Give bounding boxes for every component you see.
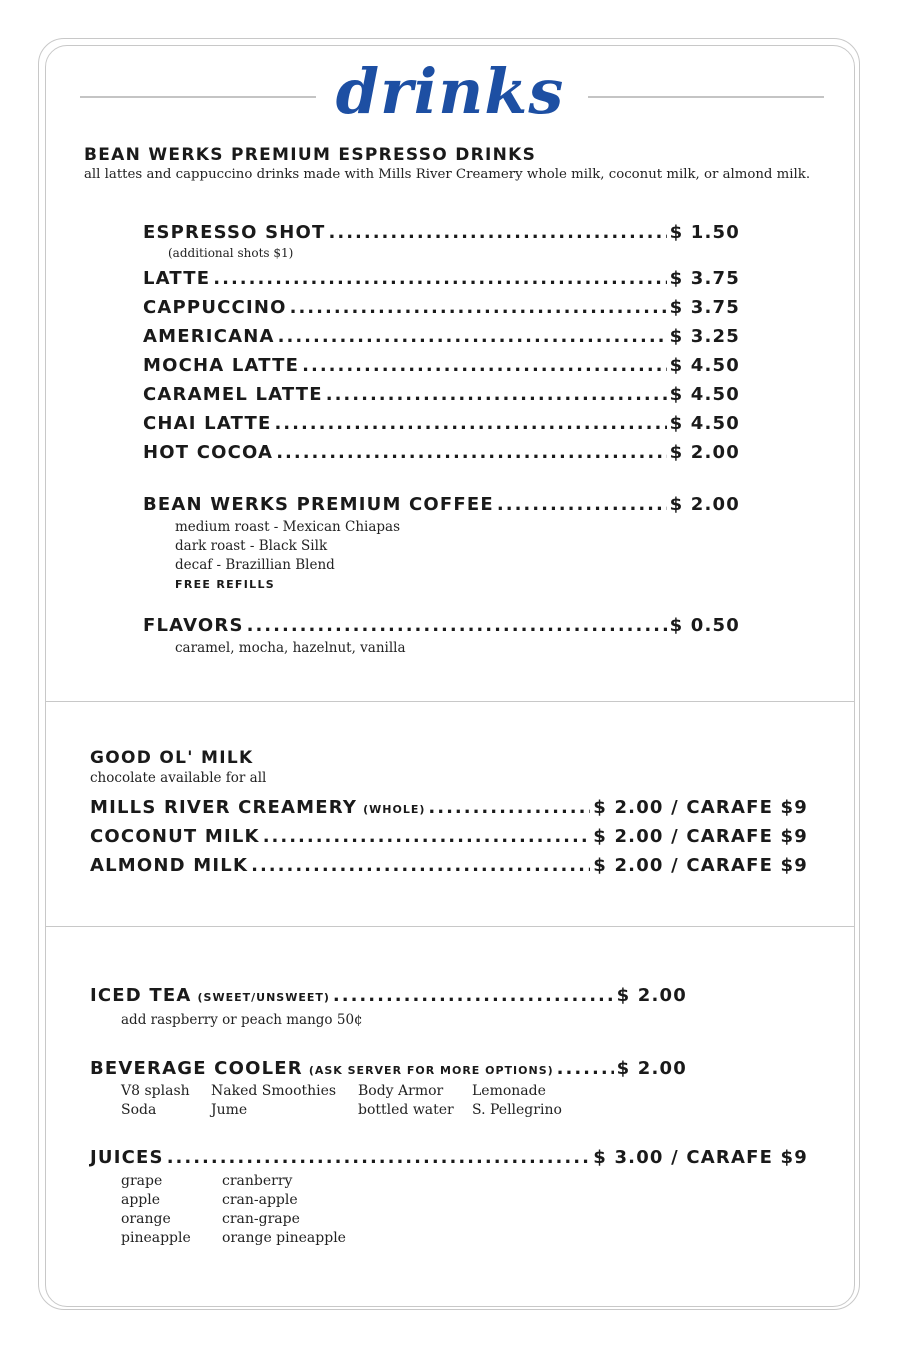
- cooler-option: bottled water: [358, 1102, 454, 1118]
- dot-leader: [290, 297, 667, 318]
- juice-option: pineapple: [121, 1230, 191, 1246]
- title-rule-left: [80, 96, 316, 98]
- item-name: CHAI LATTE: [143, 413, 272, 434]
- juice-option: cran-grape: [222, 1211, 300, 1227]
- item-price: $ 2.00: [616, 1058, 687, 1079]
- menu-item: [143, 355, 740, 381]
- juice-option: cranberry: [222, 1173, 293, 1189]
- menu-item-coffee: [143, 494, 740, 520]
- dot-leader: [302, 355, 666, 376]
- dot-leader: [263, 826, 591, 847]
- dot-leader: [167, 1147, 591, 1168]
- item-name: ALMOND MILK: [90, 855, 249, 876]
- item-price: $ 2.00: [669, 494, 740, 515]
- item-price: $ 2.00: [669, 442, 740, 463]
- item-name: CARAMEL LATTE: [143, 384, 323, 405]
- cooler-option: Lemonade: [472, 1083, 546, 1099]
- item-price: $ 4.50: [669, 355, 740, 376]
- menu-item-flavors: [143, 615, 740, 641]
- menu-item: [143, 268, 740, 294]
- section-divider: [45, 701, 855, 702]
- menu-item: [143, 297, 740, 323]
- dot-leader: [428, 797, 590, 818]
- item-name: HOT COCOA: [143, 442, 274, 463]
- coffee-detail: decaf - Brazillian Blend: [175, 557, 335, 573]
- menu-item: [90, 826, 808, 852]
- dot-leader: [497, 494, 667, 515]
- item-price: $ 2.00: [616, 985, 687, 1006]
- section-divider: [45, 926, 855, 927]
- iced-tea-detail: add raspberry or peach mango 50¢: [121, 1012, 363, 1028]
- menu-item-juices: [90, 1147, 808, 1173]
- item-price: $ 3.25: [669, 326, 740, 347]
- milk-heading: GOOD OL' MILK: [90, 748, 254, 768]
- free-refills-label: FREE REFILLS: [175, 578, 275, 591]
- item-name: FLAVORS: [143, 615, 244, 636]
- flavors-detail: caramel, mocha, hazelnut, vanilla: [175, 640, 406, 656]
- juice-option: cran-apple: [222, 1192, 298, 1208]
- item-price: $ 4.50: [669, 384, 740, 405]
- item-note: (SWEET/UNSWEET): [197, 991, 330, 1004]
- item-name: JUICES: [90, 1147, 164, 1168]
- dot-leader: [557, 1058, 614, 1079]
- item-price: $ 3.75: [669, 268, 740, 289]
- menu-item: [143, 442, 740, 468]
- item-note: (ASK SERVER FOR MORE OPTIONS): [308, 1064, 554, 1077]
- menu-item: [143, 384, 740, 410]
- item-note: (additional shots $1): [168, 246, 294, 260]
- coffee-detail: medium roast - Mexican Chiapas: [175, 519, 401, 535]
- espresso-heading: BEAN WERKS PREMIUM ESPRESSO DRINKS: [84, 145, 537, 165]
- dot-leader: [278, 326, 667, 347]
- menu-item: [143, 413, 740, 439]
- juice-option: grape: [121, 1173, 163, 1189]
- item-price: $ 2.00 / CARAFE $9: [593, 855, 808, 876]
- item-price: $ 2.00 / CARAFE $9: [593, 826, 808, 847]
- menu-item: [143, 222, 740, 248]
- item-name: AMERICANA: [143, 326, 275, 347]
- dot-leader: [333, 985, 614, 1006]
- cooler-option: Soda: [121, 1102, 157, 1118]
- juice-option: orange pineapple: [222, 1230, 346, 1246]
- milk-subtitle: chocolate available for all: [90, 770, 267, 786]
- item-name: MOCHA LATTE: [143, 355, 300, 376]
- item-name: ESPRESSO SHOT: [143, 222, 326, 243]
- menu-item-cooler: [90, 1058, 687, 1084]
- item-price: $ 4.50: [669, 413, 740, 434]
- item-price: $ 2.00 / CARAFE $9: [593, 797, 808, 818]
- item-name: LATTE: [143, 268, 211, 289]
- dot-leader: [326, 384, 667, 405]
- juice-option: apple: [121, 1192, 161, 1208]
- cooler-option: Jume: [211, 1102, 248, 1118]
- dot-leader: [329, 222, 667, 243]
- item-price: $ 1.50: [669, 222, 740, 243]
- dot-leader: [274, 413, 666, 434]
- item-name: CAPPUCCINO: [143, 297, 287, 318]
- cooler-option: V8 splash: [121, 1083, 190, 1099]
- item-name: BEAN WERKS PREMIUM COFFEE: [143, 494, 494, 515]
- menu-item: [90, 797, 808, 823]
- page-title: drinks: [335, 55, 565, 128]
- title-rule-right: [588, 96, 824, 98]
- menu-item: [90, 855, 808, 881]
- dot-leader: [213, 268, 666, 289]
- menu-item-iced-tea: [90, 985, 687, 1011]
- juice-option: orange: [121, 1211, 171, 1227]
- cooler-option: S. Pellegrino: [472, 1102, 562, 1118]
- item-price: $ 3.00 / CARAFE $9: [593, 1147, 808, 1168]
- menu-item: [143, 326, 740, 352]
- item-note: (WHOLE): [363, 803, 426, 816]
- dot-leader: [247, 615, 667, 636]
- cooler-option: Body Armor: [358, 1083, 444, 1099]
- item-name: COCONUT MILK: [90, 826, 260, 847]
- item-price: $ 0.50: [669, 615, 740, 636]
- espresso-subtitle: all lattes and cappuccino drinks made with Mills River Creamery whole milk, coconut milk, or almond milk.: [84, 167, 811, 182]
- item-name: BEVERAGE COOLER: [90, 1058, 303, 1079]
- dot-leader: [251, 855, 590, 876]
- dot-leader: [276, 442, 666, 463]
- cooler-option: Naked Smoothies: [211, 1083, 337, 1099]
- item-name: ICED TEA: [90, 985, 192, 1006]
- item-name: MILLS RIVER CREAMERY: [90, 797, 358, 818]
- item-price: $ 3.75: [669, 297, 740, 318]
- coffee-detail: dark roast - Black Silk: [175, 538, 328, 554]
